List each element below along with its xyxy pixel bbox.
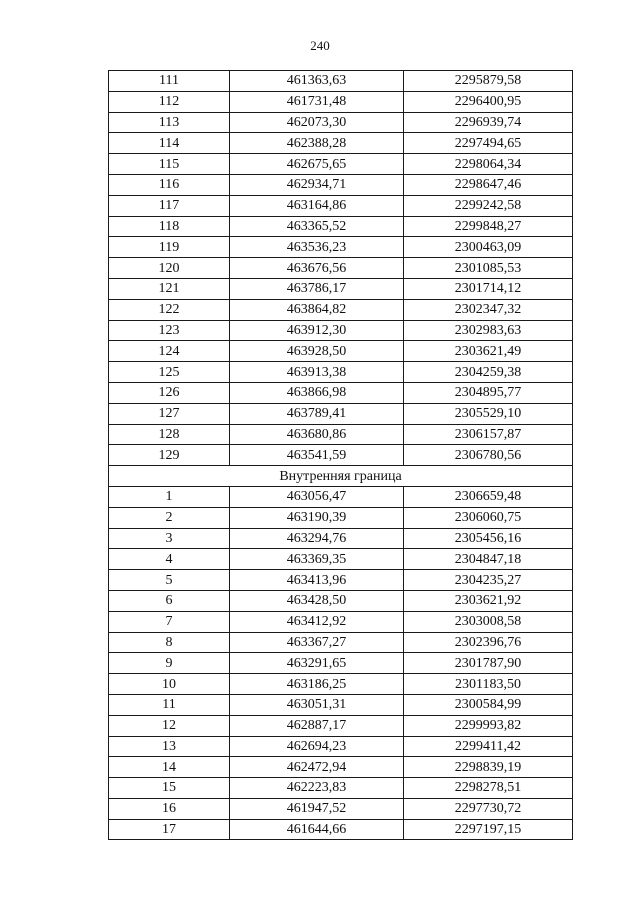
point-number-cell: 117: [109, 195, 230, 216]
x-coordinate-cell: 463413,96: [230, 570, 404, 591]
x-coordinate-cell: 463056,47: [230, 486, 404, 507]
x-coordinate-cell: 462472,94: [230, 757, 404, 778]
table-row: [109, 653, 573, 674]
point-number-cell: 10: [109, 674, 230, 695]
point-number-cell: 111: [109, 71, 230, 92]
table-row: [109, 736, 573, 757]
table-row: [109, 258, 573, 279]
point-number-cell: 9: [109, 653, 230, 674]
y-coordinate-cell: 2305529,10: [404, 403, 573, 424]
x-coordinate-cell: 463367,27: [230, 632, 404, 653]
table-row: [109, 154, 573, 175]
point-number-cell: 6: [109, 590, 230, 611]
table-row: [109, 112, 573, 133]
y-coordinate-cell: 2301787,90: [404, 653, 573, 674]
x-coordinate-cell: 461731,48: [230, 91, 404, 112]
outer-boundary-rows: [109, 71, 573, 466]
page-number: 240: [310, 38, 330, 53]
x-coordinate-cell: 462223,83: [230, 778, 404, 799]
y-coordinate-cell: 2302983,63: [404, 320, 573, 341]
point-number-cell: 125: [109, 362, 230, 383]
y-coordinate-cell: 2300584,99: [404, 694, 573, 715]
table-row: [109, 362, 573, 383]
point-number-cell: 112: [109, 91, 230, 112]
point-number-cell: 113: [109, 112, 230, 133]
x-coordinate-cell: 463536,23: [230, 237, 404, 258]
x-coordinate-cell: 463680,86: [230, 424, 404, 445]
x-coordinate-cell: 461644,66: [230, 819, 404, 840]
y-coordinate-cell: 2301714,12: [404, 278, 573, 299]
x-coordinate-cell: 462934,71: [230, 174, 404, 195]
x-coordinate-cell: 463789,41: [230, 403, 404, 424]
table-row: [109, 133, 573, 154]
section-header-row: [109, 466, 573, 487]
y-coordinate-cell: 2302347,32: [404, 299, 573, 320]
point-number-cell: 127: [109, 403, 230, 424]
x-coordinate-cell: 463186,25: [230, 674, 404, 695]
table-row: [109, 611, 573, 632]
y-coordinate-cell: 2306060,75: [404, 507, 573, 528]
y-coordinate-cell: 2305456,16: [404, 528, 573, 549]
y-coordinate-cell: 2301183,50: [404, 674, 573, 695]
x-coordinate-cell: 462388,28: [230, 133, 404, 154]
table-row: [109, 445, 573, 466]
table-row: [109, 798, 573, 819]
table-row: [109, 341, 573, 362]
y-coordinate-cell: 2298839,19: [404, 757, 573, 778]
point-number-cell: 124: [109, 341, 230, 362]
table-row: [109, 757, 573, 778]
y-coordinate-cell: 2304847,18: [404, 549, 573, 570]
x-coordinate-cell: 463190,39: [230, 507, 404, 528]
y-coordinate-cell: 2299848,27: [404, 216, 573, 237]
x-coordinate-cell: 462675,65: [230, 154, 404, 175]
point-number-cell: 116: [109, 174, 230, 195]
y-coordinate-cell: 2303621,49: [404, 341, 573, 362]
y-coordinate-cell: 2301085,53: [404, 258, 573, 279]
point-number-cell: 14: [109, 757, 230, 778]
point-number-cell: 17: [109, 819, 230, 840]
y-coordinate-cell: 2298278,51: [404, 778, 573, 799]
y-coordinate-cell: 2302396,76: [404, 632, 573, 653]
x-coordinate-cell: 463912,30: [230, 320, 404, 341]
y-coordinate-cell: 2304235,27: [404, 570, 573, 591]
table-row: [109, 632, 573, 653]
table-row: [109, 216, 573, 237]
x-coordinate-cell: 462073,30: [230, 112, 404, 133]
y-coordinate-cell: 2304259,38: [404, 362, 573, 383]
point-number-cell: 1: [109, 486, 230, 507]
section-header-group: [109, 466, 573, 487]
table-row: [109, 590, 573, 611]
point-number-cell: 118: [109, 216, 230, 237]
point-number-cell: 120: [109, 258, 230, 279]
x-coordinate-cell: 463864,82: [230, 299, 404, 320]
table-row: [109, 320, 573, 341]
x-coordinate-cell: 463913,38: [230, 362, 404, 383]
table-row: [109, 71, 573, 92]
table-row: [109, 403, 573, 424]
table-row: [109, 819, 573, 840]
table-row: [109, 195, 573, 216]
point-number-cell: 126: [109, 382, 230, 403]
y-coordinate-cell: 2299411,42: [404, 736, 573, 757]
table-row: [109, 528, 573, 549]
x-coordinate-cell: 463428,50: [230, 590, 404, 611]
point-number-cell: 114: [109, 133, 230, 154]
table-row: [109, 694, 573, 715]
x-coordinate-cell: 463866,98: [230, 382, 404, 403]
table-row: [109, 424, 573, 445]
x-coordinate-cell: 463676,56: [230, 258, 404, 279]
table-row: [109, 674, 573, 695]
point-number-cell: 7: [109, 611, 230, 632]
point-number-cell: 2: [109, 507, 230, 528]
y-coordinate-cell: 2297730,72: [404, 798, 573, 819]
section-title: Внутренняя граница: [109, 466, 573, 487]
x-coordinate-cell: 463541,59: [230, 445, 404, 466]
table-row: [109, 382, 573, 403]
y-coordinate-cell: 2306157,87: [404, 424, 573, 445]
point-number-cell: 3: [109, 528, 230, 549]
y-coordinate-cell: 2296400,95: [404, 91, 573, 112]
y-coordinate-cell: 2303008,58: [404, 611, 573, 632]
y-coordinate-cell: 2299242,58: [404, 195, 573, 216]
point-number-cell: 15: [109, 778, 230, 799]
point-number-cell: 13: [109, 736, 230, 757]
y-coordinate-cell: 2297197,15: [404, 819, 573, 840]
inner-boundary-rows: [109, 486, 573, 840]
x-coordinate-cell: 463291,65: [230, 653, 404, 674]
y-coordinate-cell: 2304895,77: [404, 382, 573, 403]
x-coordinate-cell: 462694,23: [230, 736, 404, 757]
point-number-cell: 123: [109, 320, 230, 341]
table-row: [109, 507, 573, 528]
x-coordinate-cell: 463164,86: [230, 195, 404, 216]
y-coordinate-cell: 2297494,65: [404, 133, 573, 154]
table-row: [109, 486, 573, 507]
point-number-cell: 5: [109, 570, 230, 591]
x-coordinate-cell: 463786,17: [230, 278, 404, 299]
point-number-cell: 128: [109, 424, 230, 445]
point-number-cell: 11: [109, 694, 230, 715]
y-coordinate-cell: 2298064,34: [404, 154, 573, 175]
x-coordinate-cell: 463369,35: [230, 549, 404, 570]
x-coordinate-cell: 462887,17: [230, 715, 404, 736]
table-row: [109, 570, 573, 591]
y-coordinate-cell: 2295879,58: [404, 71, 573, 92]
point-number-cell: 4: [109, 549, 230, 570]
point-number-cell: 16: [109, 798, 230, 819]
x-coordinate-cell: 461363,63: [230, 71, 404, 92]
y-coordinate-cell: 2300463,09: [404, 237, 573, 258]
x-coordinate-cell: 463412,92: [230, 611, 404, 632]
table-row: [109, 299, 573, 320]
point-number-cell: 121: [109, 278, 230, 299]
x-coordinate-cell: 463928,50: [230, 341, 404, 362]
x-coordinate-cell: 463051,31: [230, 694, 404, 715]
point-number-cell: 122: [109, 299, 230, 320]
point-number-cell: 12: [109, 715, 230, 736]
y-coordinate-cell: 2303621,92: [404, 590, 573, 611]
y-coordinate-cell: 2306659,48: [404, 486, 573, 507]
x-coordinate-cell: 463294,76: [230, 528, 404, 549]
y-coordinate-cell: 2306780,56: [404, 445, 573, 466]
table-row: [109, 278, 573, 299]
table-row: [109, 549, 573, 570]
point-number-cell: 129: [109, 445, 230, 466]
point-number-cell: 119: [109, 237, 230, 258]
coordinates-table: [108, 70, 573, 840]
table-row: [109, 715, 573, 736]
point-number-cell: 8: [109, 632, 230, 653]
x-coordinate-cell: 461947,52: [230, 798, 404, 819]
table-row: [109, 778, 573, 799]
table-row: [109, 174, 573, 195]
x-coordinate-cell: 463365,52: [230, 216, 404, 237]
y-coordinate-cell: 2299993,82: [404, 715, 573, 736]
y-coordinate-cell: 2298647,46: [404, 174, 573, 195]
y-coordinate-cell: 2296939,74: [404, 112, 573, 133]
table-row: [109, 91, 573, 112]
table-row: [109, 237, 573, 258]
point-number-cell: 115: [109, 154, 230, 175]
